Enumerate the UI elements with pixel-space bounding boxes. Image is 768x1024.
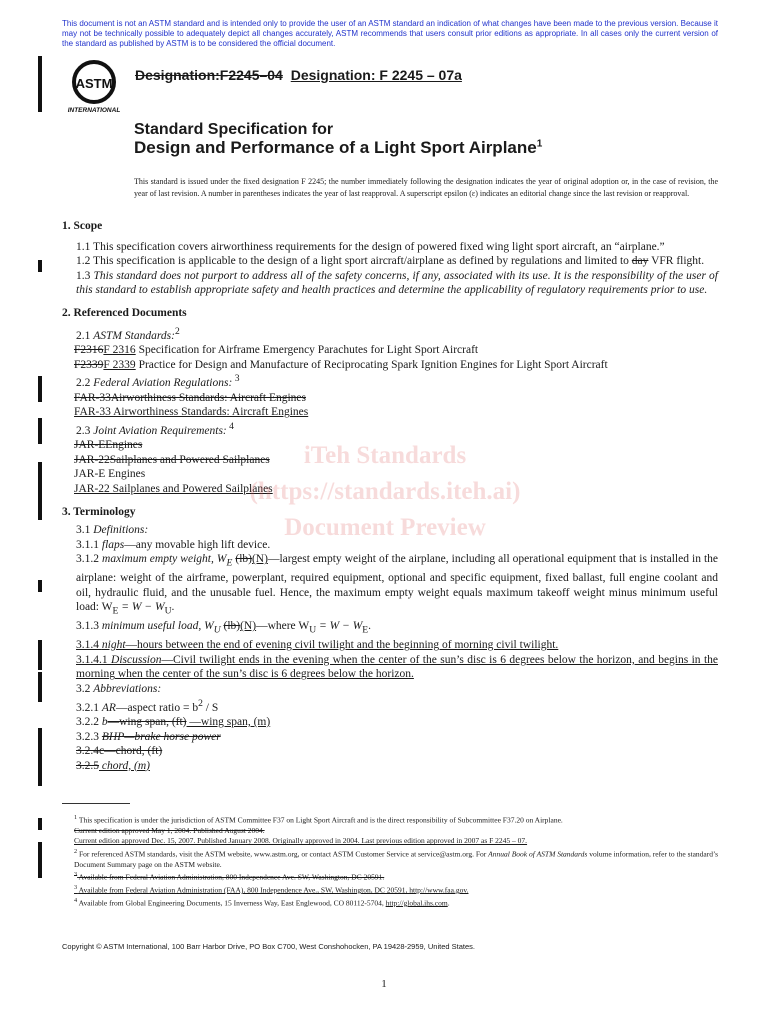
paragraph: 2.1 ASTM Standards:$^2$ — [76, 325, 180, 342]
issuance-note: This standard is issued under the fixed designation F 2245; the number immediately following the designation indicates the year of original adoption or, in the case of revision, the year of last revision. A number in parentheses indicates the year of last reapproval. A superscript epsilon (ε) indicates an editorial change since the last revision or reapproval. — [134, 177, 718, 198]
watermark-line: Document Preview — [284, 514, 486, 541]
definition: 3.1.3 minimum useful load, $W_U$ (lb)(N)—where $W_U = W - W_E$. — [76, 620, 372, 636]
footnote-rule — [62, 803, 130, 804]
footnote: Current edition approved May 1, 2004. Published August 2004. — [74, 825, 265, 835]
definition: 3.1.4 night—hours between the end of evening civil twilight and the beginning of morning civil twilight. — [76, 639, 559, 652]
paragraph: 1.2 This specification is applicable to the design of a light sport aircraft/airplane as defined by regulations and limited to day VFR flight. — [76, 255, 705, 268]
definition: 3.1.1 flaps—any movable high lift device. — [76, 538, 271, 551]
reference-item: FAR-33Airworthiness Standards: Aircraft Engines — [74, 391, 306, 404]
revision-notice: This document is not an ASTM standard and is intended only to provide the user of an ASTM standard an indication of what changes have been made to the previous version. Because it may not be technically possible to adequately depict all changes accurately, ASTM recommends that users consult prior editions as appropriate. In all cases only the current version of the standard as published by ASTM is to be considered the official document. — [62, 19, 718, 48]
section-heading: 3. Terminology — [62, 505, 136, 518]
reference-item: FAR-33 Airworthiness Standards: Aircraft Engines — [74, 406, 309, 419]
paragraph: 1.3 This standard does not purport to address all of the safety concerns, if any, associated with its use. It is the responsibility of the user of this standard to establish appropriate safety and health practices and determine the applicability of regulatory requirements prior to use. — [76, 269, 718, 297]
change-bar — [38, 462, 42, 520]
section-heading: 2. Referenced Documents — [62, 306, 187, 319]
reference-item: JAR-EEngines — [74, 439, 143, 452]
footnote: $^4$ Available from Global Engineering Documents, 15 Inverness Way, East Englewood, CO 80112-5704, http://global.ihs.com. — [74, 896, 450, 908]
footnote: $^2$ For referenced ASTM standards, visit the ASTM website, www.astm.org, or contact ASTM Customer Service at service@astm.org. For Annual Book of ASTM Standards volume information, refer to the standard’s Document Summary page on the ASTM website. — [74, 847, 718, 869]
astm-logo — [64, 58, 124, 114]
definition: 3.1.2 maximum empty weight, $W_E$ (lb)(N)—largest empty weight of the airplane, including all operational equipment that is installed in the airplane: weight of the airframe, powerplant, required equipment, optional and specific equipment, fixed ballast, full engine coolant and oil, hydraulic fluid, and the unusable fuel. Hence, the maximum empty weight equals maximum takeoff weight minus minimum useful load: $W_E = W - W_U$. — [76, 553, 719, 617]
copyright: Copyright © ASTM International, 100 Barr Harbor Drive, PO Box C700, West Conshohocken, PA 19428-2959, United States. — [62, 942, 475, 951]
change-bar — [38, 818, 42, 830]
title-line-1: Standard Specification for — [134, 121, 334, 138]
section-heading: 1. Scope — [62, 220, 103, 232]
abbreviation: 3.2.1 AR—aspect ratio = $b^2$ / S — [76, 697, 219, 714]
footnotes — [62, 813, 718, 909]
change-bar — [38, 56, 42, 112]
change-bar — [38, 640, 42, 670]
abbreviation: 3.2.4c—chord, (ft) — [76, 745, 163, 758]
paragraph: 1.1 This specification covers airworthiness requirements for the design of powered fixed wing light sport aircraft, an “airplane.” — [76, 240, 665, 253]
paragraph: 3.1 Definitions: — [76, 524, 149, 537]
footnote: $^3$ Available from Federal Aviation Administration, 800 Independence Ave. SW, Washington, DC 20591. — [74, 871, 385, 882]
reference-item: JAR-E Engines — [74, 468, 146, 481]
reference-item: F2316F 2316 Specification for Airframe Emergency Parachutes for Light Sport Aircraft — [74, 343, 479, 356]
change-bar — [38, 728, 42, 786]
watermark-line: (https://standards.iteh.ai) — [249, 478, 521, 505]
change-bar — [38, 260, 42, 272]
abbreviation: 3.2.2 b—wing span, (ft) —wing span, (m) — [76, 716, 271, 729]
paragraph: 2.3 Joint Aviation Requirements: $^4$ — [76, 420, 234, 437]
paragraph: 3.2 Abbreviations: — [76, 683, 162, 695]
old-designation: Designation:F2245–04 — [135, 67, 283, 83]
change-bar — [38, 842, 42, 878]
page-number: 1 — [381, 978, 387, 990]
reference-item: F2339F 2339 Practice for Design and Manufacture of Reciprocating Spark Ignition Engines for Light Sport Aircraft — [74, 358, 608, 371]
change-bar — [38, 580, 42, 592]
reference-item: JAR-22Sailplanes and Powered Sailplanes — [74, 453, 270, 466]
change-bar — [38, 376, 42, 402]
footnote: $^1$ This specification is under the jurisdiction of ASTM Committee F37 on Light Sport Aircraft and is the direct responsibility of Subcommittee F37.20 on Airplane. — [74, 814, 563, 825]
svg-text:INTERNATIONAL: INTERNATIONAL — [67, 107, 121, 114]
definition: 3.1.4.1 Discussion—Civil twilight ends in the evening when the center of the sun’s disc is 6 degrees below the horizon, and begins in the morning when the center of the sun’s disc is 6 degrees below the horizon. — [76, 653, 718, 681]
change-bar — [38, 418, 42, 444]
svg-text:ASTM: ASTM — [75, 76, 113, 91]
title-line-2: Design and Performance of a Light Sport Airplane$^1$ — [134, 138, 543, 157]
watermark-line: iTeh Standards — [303, 442, 467, 469]
designation — [135, 67, 462, 83]
paragraph: 2.2 Federal Aviation Regulations: $^3$ — [76, 373, 240, 389]
footnote: Current edition approved Dec. 15, 2007. Published January 2008. Originally approved in 2004. Last previous edition approved in 2007 as F 2245 – 07. — [74, 836, 528, 846]
footnote-link[interactable]: http://global.ihs.com — [385, 898, 448, 908]
footnote: $^3$ Available from Federal Aviation Administration (FAA), 800 Independence Ave., SW, Washington, DC 20591, http://www.faa.gov. — [74, 883, 469, 895]
change-bar — [38, 672, 42, 702]
new-designation: Designation: F 2245 – 07a — [290, 67, 462, 83]
abbreviation: 3.2.3 BHP—brake horse power — [76, 730, 221, 743]
reference-item: JAR-22 Sailplanes and Powered Sailplanes — [74, 482, 273, 495]
abbreviation: 3.2.5 chord, (m) — [76, 759, 150, 772]
